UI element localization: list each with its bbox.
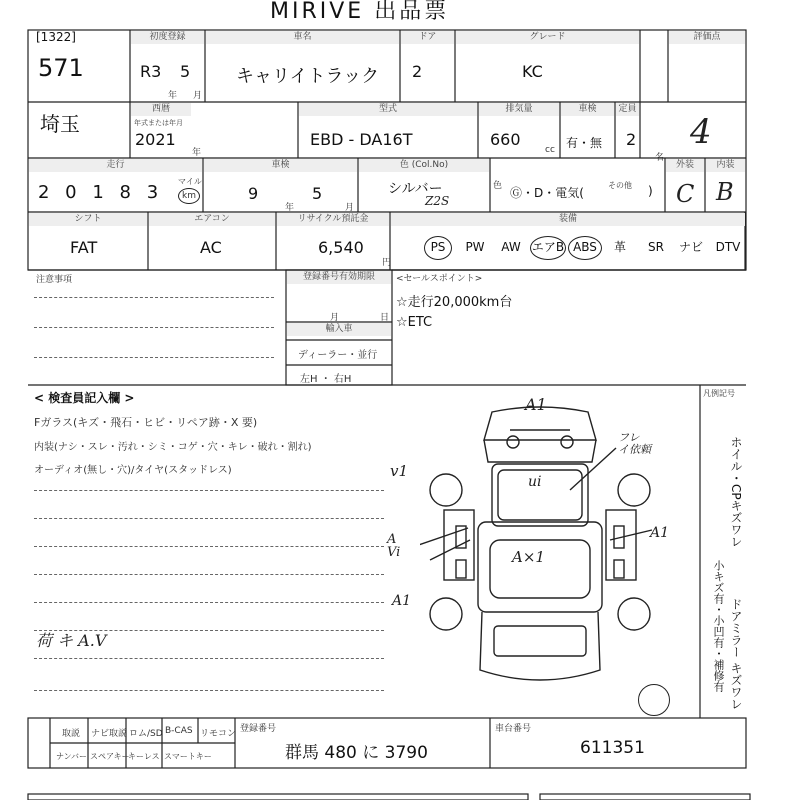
expiry-header: 車検 (204, 159, 357, 172)
expiry-month-unit: 月 (345, 203, 355, 213)
sales-point-header: <セールスポイント> (396, 274, 483, 284)
sales-point-1: ☆走行20,000km台 (396, 295, 513, 310)
capacity-header: 定員 (616, 103, 639, 116)
diagram-note-a1-bottom: A1 (392, 593, 412, 609)
color-code: Z2S (425, 194, 450, 208)
recycle-amount: 6,540 (318, 238, 364, 257)
expiry-month: 5 (312, 184, 323, 203)
region: 埼玉 (40, 112, 80, 136)
diagram-note-av1-mid: A×1 (512, 548, 545, 566)
diagram-note-v1-left: v1 (390, 462, 409, 480)
equipment-header: 装備 (391, 213, 745, 226)
grade-score: 4 (690, 112, 712, 152)
doors-header: ドア (401, 31, 454, 44)
diagram-note-v1-mid: ui (528, 474, 542, 490)
color-name: シルバー (388, 181, 443, 197)
model-name: キャリイトラック (236, 66, 380, 87)
paint-label: 色 (493, 181, 503, 191)
legend-minor: 小キズ有・小凹有・補修有 (712, 560, 725, 692)
type-value: EBD - DA16T (310, 130, 413, 149)
chassis-number: 611351 (580, 738, 645, 758)
footer-bcas: B-CAS (165, 726, 193, 736)
steering-option: 左H ・ 右H (300, 374, 352, 385)
model-year-unit: 年 (192, 148, 202, 158)
lot-number: 571 (38, 54, 84, 82)
footer-keyless: キーレス (128, 752, 160, 761)
plate-label: 登録番号 (240, 724, 277, 734)
equip-sr: SR (648, 240, 664, 254)
model-year: 2021 (135, 130, 176, 149)
recycle-header: リサイクル預託金 (277, 213, 389, 226)
diagram-note-a1-right: A1 (650, 525, 670, 541)
equip-ps: PS (424, 236, 452, 260)
legend-circle (638, 684, 670, 716)
footer-number: ナンバー (56, 752, 88, 761)
footer-smart-key: スマートキー (164, 752, 212, 761)
legend-title: 凡例記号 (703, 389, 735, 398)
exterior-rating: C (676, 180, 695, 208)
inspector-line-glass: Fガラス(キズ・飛石・ヒビ・リペア跡・X 要) (34, 416, 258, 429)
legend-door-mirror: ドアミラー キズワレ (729, 598, 743, 710)
first-reg-era: R3 (140, 62, 162, 81)
chassis-label: 車台番号 (495, 724, 532, 734)
sales-point-2: ☆ETC (396, 315, 433, 330)
equip-abs: ABS (568, 236, 602, 260)
capacity-unit: 名 (655, 153, 665, 163)
plate-number: 群馬 480 に 3790 (285, 743, 428, 763)
color-header: 色 (Col.No) (359, 159, 489, 172)
document-title: MIRIVE 出品票 (270, 0, 450, 24)
inspector-handwritten-note: 荷 キ A.V (36, 631, 107, 650)
first-reg-header: 初度登録 (131, 31, 204, 44)
notes-header: 注意事項 (36, 275, 73, 285)
equip-pw: PW (465, 240, 485, 254)
footer-navi-manual: ナビ取説 (91, 729, 128, 739)
paint-options: Ⓖ・D・電気( (510, 186, 584, 200)
mileage-header: 走行 (29, 159, 202, 172)
equip-dtv: DTV (715, 240, 741, 254)
dealer-option: ディーラー・並行 (298, 350, 378, 361)
diagram-note-av1-left: A Vi (387, 532, 401, 560)
capacity-value: 2 (626, 130, 637, 149)
score-header: 評価点 (669, 31, 745, 44)
equip-aw: AW (501, 240, 521, 254)
mileage-unit-km: km (178, 188, 200, 204)
mileage-unit-mile: マイル (178, 177, 202, 186)
grade-header: グレード (456, 31, 639, 44)
equip-leather: 革 (613, 240, 626, 254)
paint-close: ) (648, 184, 653, 198)
grade-value: KC (522, 62, 543, 81)
import-header: 輸入車 (287, 323, 391, 336)
lot-code: [1322] (36, 30, 76, 44)
legend-wheel: ホイル・CPキズワレ (729, 436, 743, 548)
exterior-header: 外装 (666, 159, 704, 172)
first-reg-month: 5 (180, 62, 191, 81)
inspector-line-interior: 内装(ナシ・スレ・汚れ・シミ・コゲ・穴・キレ・破れ・割れ) (34, 442, 312, 453)
recycle-unit: 円 (382, 258, 392, 268)
equip-airbag: エアB (530, 236, 566, 260)
shift-header: シフト (29, 213, 147, 226)
displacement-value: 660 (490, 130, 521, 149)
aircon-header: エアコン (149, 213, 275, 226)
diagram-note-a1-top: A1 (525, 395, 547, 414)
footer-rom-sd: ロム/SD (129, 729, 163, 739)
aircon-value: AC (200, 238, 222, 257)
first-reg-year-unit: 年 (168, 91, 178, 101)
footer-spare-key: スペアキー (90, 752, 130, 761)
inspector-title: < 検査員記入欄 > (34, 391, 135, 405)
shift-value: FAT (70, 238, 98, 257)
displacement-header: 排気量 (479, 103, 559, 116)
reg-expiry-header: 登録番号有効期限 (287, 271, 391, 284)
paint-other-label: その他 (608, 181, 632, 190)
equip-navi: ナビ (678, 240, 703, 254)
inspection-options: 有・無 (566, 136, 603, 150)
inspection-header: 車検 (561, 103, 614, 116)
expiry-year-unit: 年 (285, 203, 295, 213)
type-header: 型式 (299, 103, 477, 116)
displacement-unit: cc (545, 145, 555, 155)
diagram-note-fuel: フレ イ依頼 (618, 431, 651, 456)
interior-header: 内装 (706, 159, 745, 172)
footer-remote: リモコン (200, 729, 237, 739)
model-year-subheader: 年式または年月 (134, 119, 183, 127)
footer-manual: 取説 (62, 729, 81, 739)
first-reg-month-unit: 月 (193, 91, 203, 101)
interior-rating: B (716, 178, 734, 206)
reg-day-label: 日 (380, 313, 390, 323)
expiry-year: 9 (248, 184, 259, 203)
model-year-header: 西暦 (131, 103, 191, 116)
reg-month-label: 月 (330, 313, 340, 323)
doors-value: 2 (412, 62, 423, 81)
mileage-digits: 2 0 1 8 3 (38, 182, 164, 203)
model-name-header: 車名 (206, 31, 399, 44)
inspector-line-audio: オーディオ(無し・穴)/タイヤ(スタッドレス) (34, 465, 232, 476)
